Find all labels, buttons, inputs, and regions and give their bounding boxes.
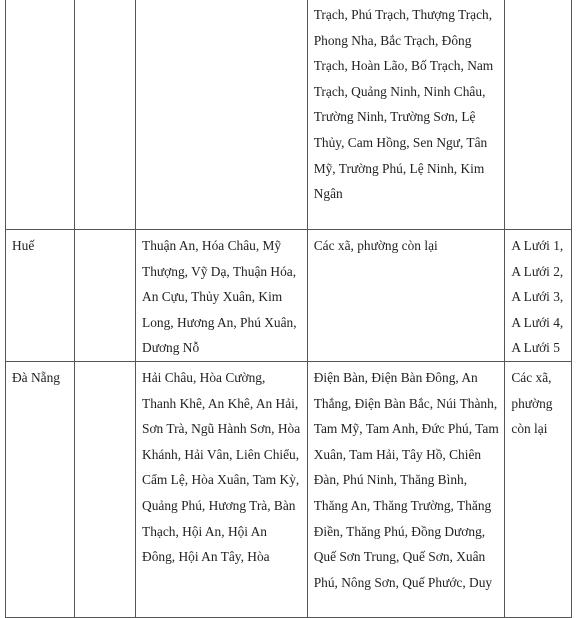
col5-cell: Các xã, phường còn lại — [505, 361, 572, 617]
col4-cell: Điện Bàn, Điện Bàn Đông, An Thắng, Điện Bàn Bắc, Núi Thành, Tam Mỹ, Tam Anh, Đức Phú, Tam Xuân, Tam Hải, Tây Hồ, Chiên Đàn, Phú Ninh, Thăng Bình, Thăng An, Thăng Trường, Thăng Điền, Thăng Phú, Đồng Dương, Quế Sơn Trung, Quế Sơn, Xuân Phú, Nông Sơn, Quế Phước, Duy — [307, 361, 505, 617]
col3-cell: Thuận An, Hóa Châu, Mỹ Thượng, Vỹ Dạ, Thuận Hóa, An Cựu, Thủy Xuân, Kim Long, Hương An, Phú Xuân, Dương Nỗ — [136, 230, 308, 362]
province-cell: Huế — [6, 230, 75, 362]
table-row — [6, 0, 572, 230]
col5-cell: A Lưới 1, A Lưới 2, A Lưới 3, A Lưới 4, A Lưới 5 — [505, 230, 572, 362]
province-cell — [6, 0, 75, 230]
col3-cell: Hải Châu, Hòa Cường, Thanh Khê, An Khê, An Hải, Sơn Trà, Ngũ Hành Sơn, Hòa Khánh, Hải Vân, Liên Chiểu, Cẩm Lệ, Hòa Xuân, Tam Kỳ, Quảng Phú, Hương Trà, Bàn Thạch, Hội An, Hội An Đông, Hội An Tây, Hòa — [136, 361, 308, 617]
col4-cell: Các xã, phường còn lại — [307, 230, 505, 362]
col5-cell — [505, 0, 572, 230]
col4-cell: Trạch, Phú Trạch, Thượng Trạch, Phong Nha, Bắc Trạch, Đông Trạch, Hoàn Lão, Bố Trạch, Nam Trạch, Quảng Ninh, Ninh Châu, Trường Ninh, Trường Sơn, Lệ Thủy, Cam Hồng, Sen Ngư, Tân Mỹ, Trường Phú, Lệ Ninh, Kim Ngân — [307, 0, 505, 230]
region-table — [5, 0, 572, 618]
table-row — [6, 230, 572, 362]
col2-cell — [74, 230, 135, 362]
province-cell: Đà Nẵng — [6, 361, 75, 617]
col2-cell — [74, 361, 135, 617]
col2-cell — [74, 0, 135, 230]
table-row — [6, 361, 572, 617]
col3-cell — [136, 0, 308, 230]
